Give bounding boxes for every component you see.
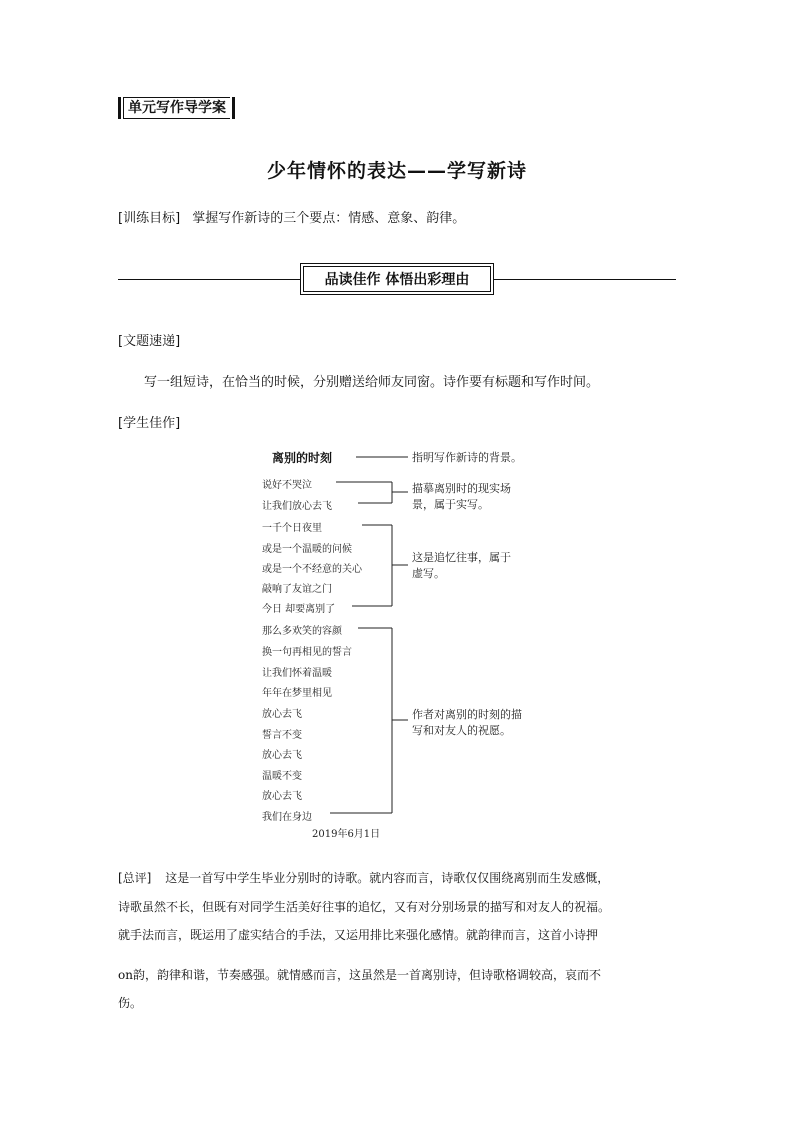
- task-text: 写一组短诗，在恰当的时候，分别赠送给师友同窗。诗作要有标题和写作时间。: [144, 375, 600, 390]
- poem-line: 那么多欢笑的容颜: [262, 626, 342, 637]
- poem-date: 2019年6月1日: [312, 829, 381, 840]
- comment-line-1: [118, 863, 680, 893]
- note-real-scene-2: 景，属于实写。: [412, 498, 489, 511]
- poem-line: 或是一个不经意的关心: [262, 564, 362, 575]
- comment-line-4: on韵，韵律和谐，节奏感强。就情感而言，这虽然是一首离别诗，但诗歌格调较高，哀而不: [118, 968, 601, 982]
- comment-line-2: 诗歌虽然不长，但既有对同学生活美好往事的追忆，又有对分别场景的描写和对友人的祝福。: [118, 900, 611, 914]
- poem-line: 誓言不变: [262, 730, 302, 741]
- poem-line: 换一句再相见的誓言: [262, 647, 352, 658]
- poem-line: 让我们放心去飞: [262, 501, 332, 512]
- note-real-scene-1: 描摹离别时的现实场: [412, 482, 511, 495]
- goal-label: [训练目标]: [118, 211, 181, 226]
- note-wish-1: 作者对离别的时刻的描: [412, 708, 522, 721]
- comment-line-3: 就手法而言，既运用了虚实结合的手法，又运用排比来强化感情。就韵律而言，这首小诗押: [118, 928, 599, 942]
- poem-line: 温暖不变: [262, 771, 302, 782]
- note-background: 指明写作新诗的背景。: [412, 451, 522, 464]
- poem-line: 一千个日夜里: [262, 523, 322, 534]
- poem-line: 放心去飞: [262, 750, 302, 761]
- comment-text-1: 这是一首写中学生毕业分别时的诗歌。就内容而言，诗歌仅仅围绕离别而生发感慨，: [165, 871, 610, 885]
- page-title: 少年情怀的表达——学写新诗: [266, 160, 527, 182]
- goal-text: 掌握写作新诗的三个要点：情感、意象、韵律。: [192, 211, 466, 226]
- poem-line: 我们在身边: [262, 812, 312, 823]
- poem-line: 今日 却要离别了: [262, 604, 336, 615]
- note-memory-1: 这是追忆往事，属于: [412, 551, 511, 564]
- task-label: [文题速递]: [118, 334, 181, 349]
- student-work-label: [学生佳作]: [118, 416, 181, 431]
- poem-line: 年年在梦里相见: [262, 688, 332, 699]
- poem-line: 敲响了友谊之门: [262, 584, 332, 595]
- poem-line: 或是一个温暖的问候: [262, 544, 352, 555]
- poem-line: 放心去飞: [262, 709, 302, 720]
- section-banner: 品读佳作 体悟出彩理由: [303, 266, 491, 292]
- poem-line: 放心去飞: [262, 791, 302, 802]
- comment-line-5: 伤。: [118, 996, 143, 1010]
- poem-line: 让我们怀着温暖: [262, 668, 332, 679]
- comment-label: [总评]: [118, 871, 152, 885]
- note-memory-2: 虚写。: [412, 567, 445, 580]
- unit-tag-text: 单元写作导学案: [124, 97, 230, 119]
- poem-title: 离别的时刻: [272, 451, 333, 465]
- note-wish-2: 写和对友人的祝愿。: [412, 724, 511, 737]
- poem-line: 说好不哭泣: [262, 480, 312, 491]
